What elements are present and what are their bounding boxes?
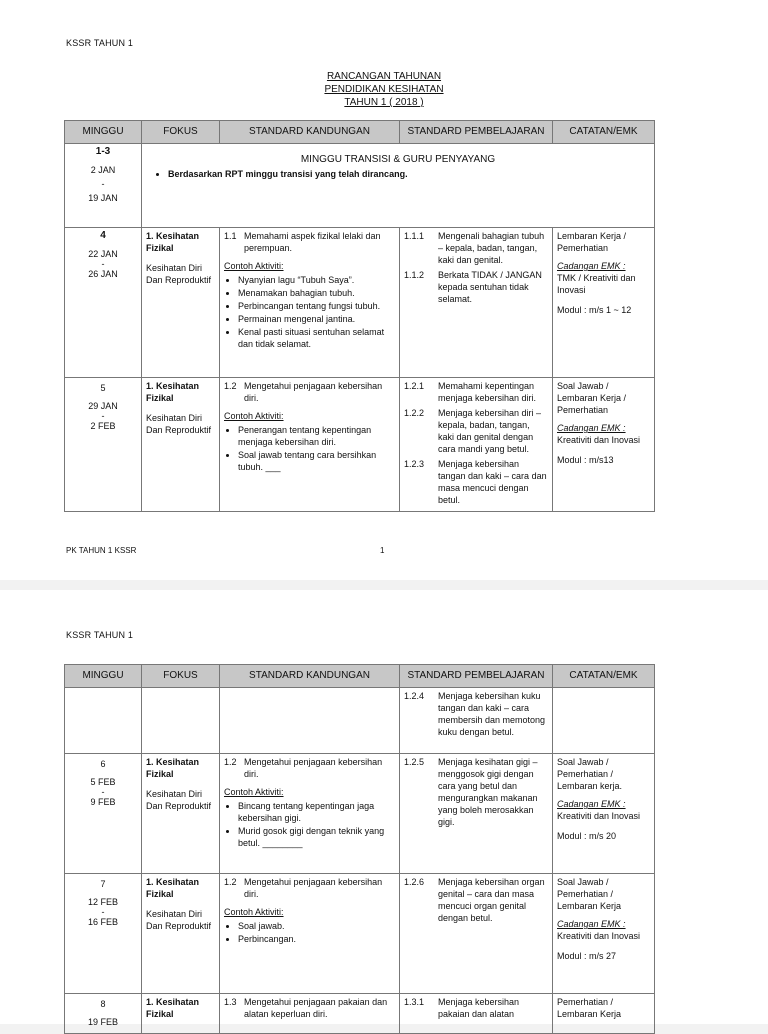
sp-text: Menjaga kebersihan pakaian dan alatan [438,997,520,1019]
title-line-2: PENDIDIKAN KESIHATAN [324,84,444,95]
date-end: 9 FEB [90,797,116,807]
sp-text: Mengenali bahagian tubuh – kepala, badan, tangan, kaki dan genital. [438,231,545,265]
date-end: 19 JAN [88,193,118,203]
week-cell [65,228,142,378]
emk-label: Cadangan EMK : [557,261,626,271]
aktiviti-item: • Soal jawab tentang cara bersihkan tubuh. ___ [238,449,395,473]
table-row [65,144,655,228]
sp-number: 1.1.1 [404,231,425,241]
emk-text: Kreativiti dan Inovasi [557,435,641,445]
week-cell [65,754,142,874]
catatan-text: Soal Jawab / Lembaran Kerja / Pemerhatian [557,381,627,415]
sk-number: 1.1 [224,231,237,241]
col-catatan-emk: CATATAN/EMK [553,665,655,688]
aktiviti-label: Contoh Aktiviti: [224,261,284,271]
date-end: 26 JAN [88,269,118,279]
fokus-cell [142,688,220,754]
aktiviti-item: • Bincang tentang kepentingan jaga kebersihan gigi. [238,800,395,824]
sp-number: 1.3.1 [404,997,425,1007]
aktiviti-label: Contoh Aktiviti: [224,411,284,421]
sp-number: 1.1.2 [404,270,425,280]
week-cell [65,378,142,512]
sk-cell [220,228,400,378]
title-line-1: RANCANGAN TAHUNAN [326,71,442,82]
col-standard-kandungan: STANDARD KANDUNGAN [220,665,400,688]
modul-ref: Modul : m/s 1 ~ 12 [557,305,632,315]
col-fokus: FOKUS [142,665,220,688]
sk-number: 1.2 [224,757,237,767]
week-cell [65,688,142,754]
week-cell [65,874,142,994]
page-header: KSSR TAHUN 1 [66,38,134,48]
modul-ref: Modul : m/s 20 [557,831,617,841]
col-fokus: FOKUS [142,121,220,144]
col-standard-pembelajaran: STANDARD PEMBELAJARAN [400,665,553,688]
sk-text: Mengetahui penjagaan kebersihan diri. [244,877,383,899]
date-start: 22 JAN [88,249,118,259]
fokus-title: 1. Kesihatan Fizikal [146,231,200,253]
catatan-text: Pemerhatian / Lembaran Kerja [557,997,622,1019]
table-row [65,994,655,1034]
fokus-sub: Kesihatan Diri Dan Reproduktif [146,909,212,931]
fokus-title: 1. Kesihatan Fizikal [146,757,200,779]
week-cell [65,144,142,228]
week-number: 6 [100,759,106,769]
table-row [65,228,655,378]
fokus-title: 1. Kesihatan Fizikal [146,381,200,403]
fokus-cell [142,994,220,1034]
sp-number: 1.2.6 [404,877,425,887]
sp-cell [400,994,553,1034]
sp-number: 1.2.1 [404,381,425,391]
table-row [65,754,655,874]
date-end: 16 FEB [87,917,118,927]
sp-text: Menjaga kebersihan organ genital – cara dan masa mencuci organ genital dengan betul. [438,877,545,923]
date-start: 12 FEB [87,897,118,907]
catatan-text: Soal Jawab / Pemerhatian / Lembaran kerja. [557,757,623,791]
week-number: 5 [100,383,106,393]
sk-cell [220,688,400,754]
aktiviti-item: • Menamakan bahagian tubuh. [238,287,395,299]
sk-text: Mengetahui penjagaan kebersihan diri. [244,757,383,779]
table-row [65,688,655,754]
modul-ref: Modul : m/s13 [557,455,614,465]
catatan-text: Soal Jawab / Pemerhatian / Lembaran Kerja [557,877,622,911]
catatan-cell [553,378,655,512]
fokus-cell [142,754,220,874]
sp-number: 1.2.4 [404,691,425,701]
col-minggu: MINGGU [65,665,142,688]
col-catatan-emk: CATATAN/EMK [553,121,655,144]
page-number: 1 [380,546,385,555]
week-cell [65,994,142,1034]
title-line-3: TAHUN 1 ( 2018 ) [344,97,424,108]
date-separator: - [101,179,105,189]
document-title [0,70,768,109]
sk-text: Mengetahui penjagaan kebersihan diri. [244,381,383,403]
transition-heading: MINGGU TRANSISI & GURU PENYAYANG [300,154,496,165]
table-row [65,378,655,512]
week-number: 7 [100,879,106,889]
sp-cell [400,228,553,378]
transition-cell [142,144,655,228]
aktiviti-item: • Permainan mengenal jantina. [238,313,395,325]
fokus-sub: Kesihatan Diri Dan Reproduktif [146,789,212,811]
plan-table-page-2 [64,664,655,1034]
date-start: 29 JAN [88,401,118,411]
aktiviti-label: Contoh Aktiviti: [224,907,284,917]
sk-cell [220,874,400,994]
aktiviti-item: • Kenal pasti situasi sentuhan selamat dan tidak selamat. [238,326,395,350]
sk-number: 1.2 [224,381,237,391]
sk-cell [220,994,400,1034]
catatan-text: Lembaran Kerja / Pemerhatian [557,231,627,253]
sp-text: Menjaga kebersihan kuku tangan dan kaki – cara membersih dan memotong kuku dengan betul. [438,691,546,737]
aktiviti-item: • Perbincangan. [238,933,395,945]
sk-number: 1.2 [224,877,237,887]
catatan-cell [553,754,655,874]
page-header: KSSR TAHUN 1 [66,630,134,640]
sp-text: Menjaga kebersihan diri – kepala, badan, tangan, kaki dan genital dengan cara mandi yang betul. [438,408,542,454]
sp-number: 1.2.3 [404,459,425,469]
modul-ref: Modul : m/s 27 [557,951,617,961]
fokus-cell [142,228,220,378]
sk-text: Memahami aspek fizikal lelaki dan perempuan. [244,231,381,253]
col-minggu: MINGGU [65,121,142,144]
emk-label: Cadangan EMK : [557,919,626,929]
date-separator: - [101,259,105,269]
emk-text: TMK / Kreativiti dan Inovasi [557,273,636,295]
emk-label: Cadangan EMK : [557,423,626,433]
aktiviti-item: • Nyanyian lagu “Tubuh Saya”. [238,274,395,286]
page-footer: PK TAHUN 1 KSSR [66,546,137,555]
catatan-cell [553,874,655,994]
table-header-row [65,121,655,144]
table-row [65,874,655,994]
sk-number: 1.3 [224,997,237,1007]
sp-cell [400,378,553,512]
date-separator: - [101,907,105,917]
plan-table-page-1 [64,120,655,512]
sp-text: Menjaga kebersihan tangan dan kaki – cara dan masa mencuci dengan betul. [438,459,547,505]
sk-cell [220,378,400,512]
aktiviti-item: • Perbincangan tentang fungsi tubuh. [238,300,395,312]
emk-text: Kreativiti dan Inovasi [557,931,641,941]
fokus-cell [142,378,220,512]
fokus-sub: Kesihatan Diri Dan Reproduktif [146,413,212,435]
date-separator: - [101,411,105,421]
week-number: 8 [100,999,106,1009]
week-number: 1-3 [95,146,111,157]
fokus-title: 1. Kesihatan Fizikal [146,877,200,899]
table-header-row [65,665,655,688]
emk-text: Kreativiti dan Inovasi [557,811,641,821]
sp-text: Memahami kepentingan menjaga kebersihan diri. [438,381,537,403]
date-end: 2 FEB [90,421,116,431]
date-start: 19 FEB [87,1017,118,1027]
sp-cell [400,688,553,754]
date-start: 5 FEB [90,777,116,787]
sk-cell [220,754,400,874]
sp-cell [400,874,553,994]
fokus-sub: Kesihatan Diri Dan Reproduktif [146,263,212,285]
sp-number: 1.2.5 [404,757,425,767]
fokus-title: 1. Kesihatan Fizikal [146,997,200,1019]
date-start: 2 JAN [90,165,116,175]
catatan-cell [553,994,655,1034]
week-number: 4 [100,230,106,241]
emk-label: Cadangan EMK : [557,799,626,809]
transition-note: • Berdasarkan RPT minggu transisi yang telah dirancang. [168,168,650,180]
catatan-cell [553,688,655,754]
sp-number: 1.2.2 [404,408,425,418]
sk-text: Mengetahui penjagaan pakaian dan alatan keperluan diri. [244,997,388,1019]
date-separator: - [101,787,105,797]
sp-text: Menjaga kesihatan gigi – menggosok gigi dengan cara yang betul dan mengurangkan makanan yang boleh merosakkan gigi. [438,757,538,827]
sp-cell [400,754,553,874]
aktiviti-item: • Murid gosok gigi dengan teknik yang betul. ________ [238,825,395,849]
aktiviti-label: Contoh Aktiviti: [224,787,284,797]
sp-text: Berkata TIDAK / JANGAN kepada sentuhan tidak selamat. [438,270,542,304]
aktiviti-item: • Penerangan tentang kepentingan menjaga kebersihan diri. [238,424,395,448]
page-2 [0,590,768,1027]
aktiviti-item: • Soal jawab. [238,920,395,932]
col-standard-pembelajaran: STANDARD PEMBELAJARAN [400,121,553,144]
col-standard-kandungan: STANDARD KANDUNGAN [220,121,400,144]
fokus-cell [142,874,220,994]
catatan-cell [553,228,655,378]
